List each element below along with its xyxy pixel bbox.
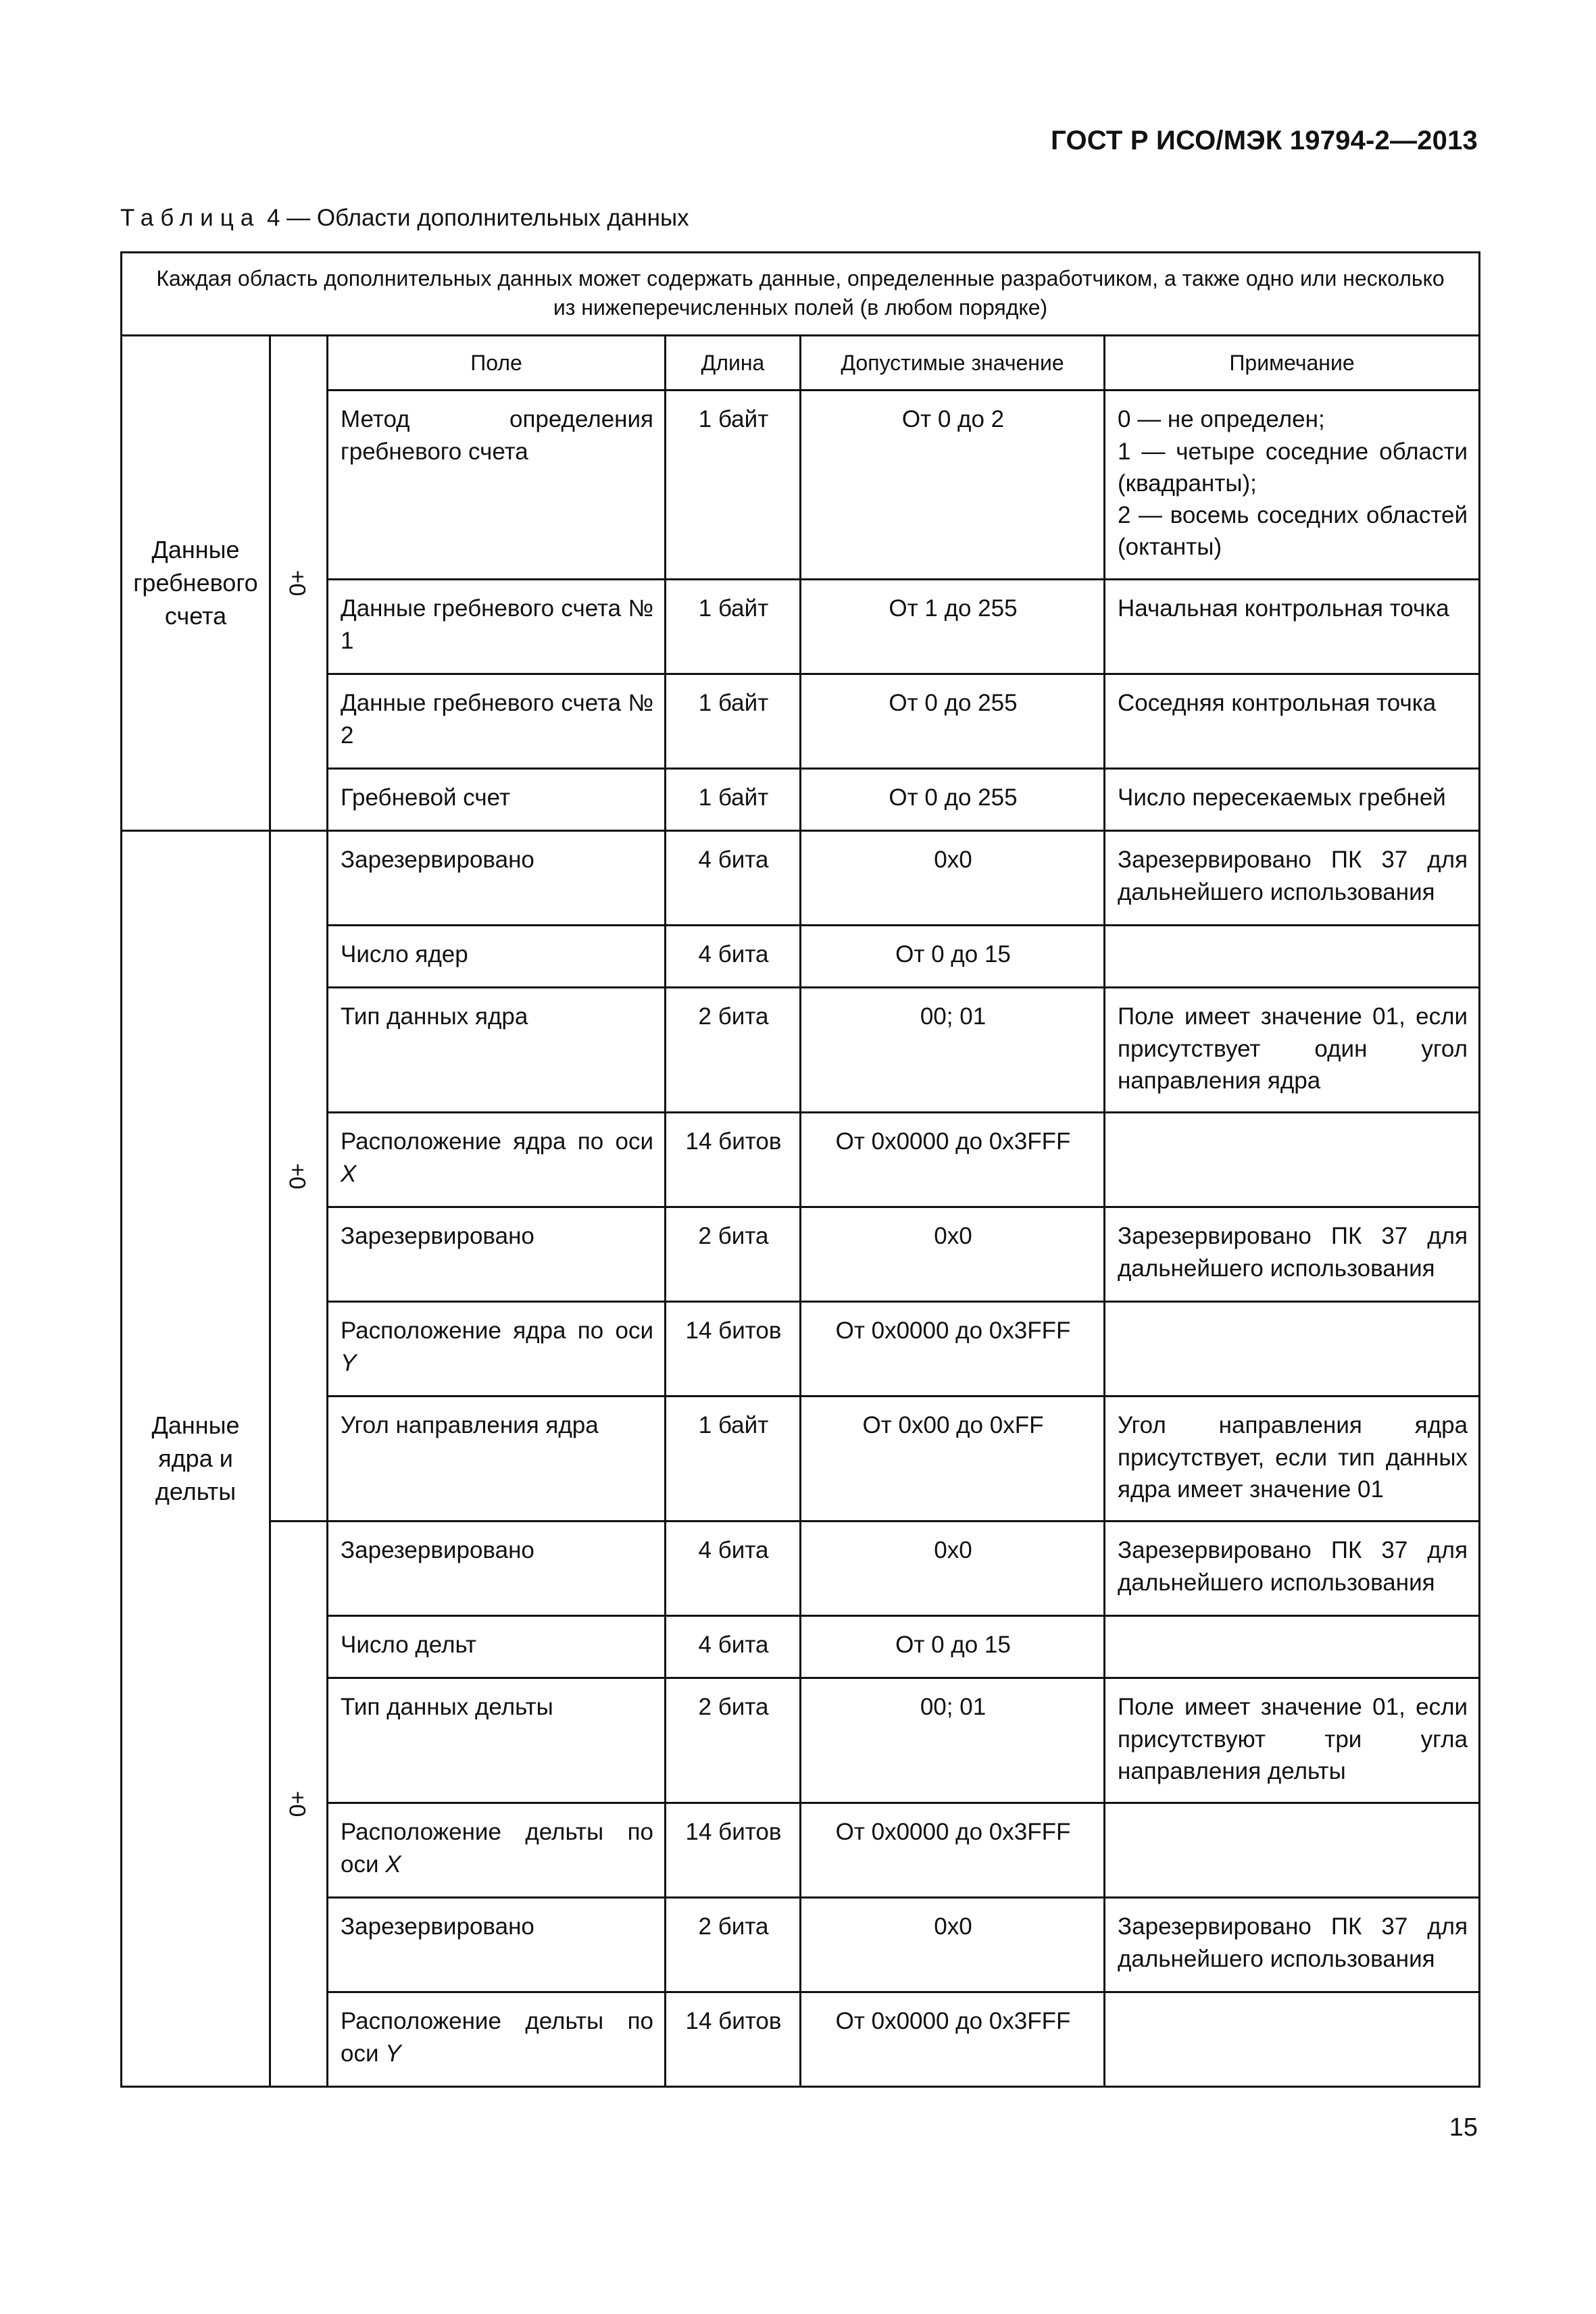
- header-field: Поле: [328, 336, 666, 391]
- field-cell: [328, 1898, 666, 1992]
- intro-text: Каждая область дополнительных данных может содержать данные, определенные разработчиком, а также одно или несколько из нижеперечисленных полей (в любом порядке): [122, 253, 1480, 336]
- field-name: Расположение дельты по оси: [341, 2008, 653, 2067]
- intro-row: [122, 253, 1480, 336]
- length-cell: 4 бита: [666, 926, 801, 988]
- length-cell: 4 бита: [666, 1616, 801, 1678]
- values-cell: 0x0: [801, 831, 1105, 926]
- header-length: Длина: [666, 336, 801, 391]
- axis-letter: Y: [341, 1349, 357, 1376]
- axis-letter: X: [341, 1160, 357, 1187]
- length-cell: 4 бита: [666, 831, 801, 926]
- length-cell: 14 битов: [666, 1113, 801, 1207]
- values-cell: 0x0: [801, 1898, 1105, 1992]
- field-cell: [328, 1521, 666, 1616]
- field-name: Тип данных дельты: [341, 1694, 553, 1721]
- values-cell: От 0 до 255: [801, 674, 1105, 769]
- field-cell: [328, 988, 666, 1113]
- field-name: Зарезервировано: [341, 847, 534, 874]
- header-note: Примечание: [1105, 336, 1480, 391]
- note-cell: [1105, 1992, 1480, 2087]
- occurrence-cell: [270, 336, 328, 831]
- field-name: Расположение ядра по оси: [341, 1128, 653, 1155]
- note-cell: 0 — не определен; 1 — четыре соседние области (квадранты); 2 — восемь соседних областей (октанты): [1105, 391, 1480, 580]
- values-cell: От 0 до 15: [801, 1616, 1105, 1678]
- group-label: Данные гребневого счета: [122, 336, 270, 831]
- field-name: Гребневой счет: [341, 784, 510, 811]
- field-name: Угол направления ядра: [341, 1412, 599, 1439]
- occurrence-cell: [270, 1521, 328, 2087]
- field-name: Зарезервировано: [341, 1913, 534, 1940]
- length-cell: 2 бита: [666, 1678, 801, 1803]
- length-cell: 1 байт: [666, 580, 801, 674]
- field-name: Данные гребневого счета № 1: [341, 595, 653, 654]
- values-cell: От 1 до 255: [801, 580, 1105, 674]
- values-cell: От 0x0000 до 0x3FFF: [801, 1113, 1105, 1207]
- document-code: ГОСТ Р ИСО/МЭК 19794-2—2013: [1051, 126, 1478, 155]
- note-cell: [1105, 926, 1480, 988]
- field-name: Зарезервировано: [341, 1223, 534, 1250]
- note-cell: [1105, 1616, 1480, 1678]
- note-cell: Угол направления ядра присутствует, если тип данных ядра имеет значение 01: [1105, 1397, 1480, 1521]
- note-cell: Зарезервировано ПК 37 для дальнейшего использования: [1105, 1898, 1480, 1992]
- field-cell: [328, 769, 666, 831]
- field-name: Метод определения гребневого счета: [341, 406, 653, 465]
- values-cell: От 0x0000 до 0x3FFF: [801, 1302, 1105, 1397]
- values-cell: От 0x00 до 0xFF: [801, 1397, 1105, 1521]
- note-cell: Зарезервировано ПК 37 для дальнейшего использования: [1105, 1521, 1480, 1616]
- values-cell: От 0x0000 до 0x3FFF: [801, 1992, 1105, 2087]
- axis-letter: Y: [385, 2040, 401, 2067]
- length-cell: 14 битов: [666, 1302, 801, 1397]
- note-cell: Число пересекаемых гребней: [1105, 769, 1480, 831]
- length-cell: 1 байт: [666, 391, 801, 580]
- field-cell: [328, 1302, 666, 1397]
- values-cell: От 0 до 255: [801, 769, 1105, 831]
- note-cell: Начальная контрольная точка: [1105, 580, 1480, 674]
- axis-letter: X: [385, 1851, 401, 1878]
- field-cell: [328, 580, 666, 674]
- length-cell: 1 байт: [666, 674, 801, 769]
- header-row: [122, 336, 1480, 391]
- values-cell: От 0 до 15: [801, 926, 1105, 988]
- values-cell: 0x0: [801, 1207, 1105, 1302]
- values-cell: От 0x0000 до 0x3FFF: [801, 1803, 1105, 1898]
- caption-text: 4 — Области дополнительных данных: [266, 205, 689, 231]
- field-name: Тип данных ядра: [341, 1003, 528, 1030]
- length-cell: 2 бита: [666, 1898, 801, 1992]
- length-cell: 14 битов: [666, 1992, 801, 2087]
- table-row: [122, 1521, 1480, 1616]
- length-cell: 1 байт: [666, 1397, 801, 1521]
- field-name: Число дельт: [341, 1632, 477, 1659]
- field-name: Число ядер: [341, 941, 468, 968]
- field-cell: [328, 1803, 666, 1898]
- values-cell: От 0 до 2: [801, 391, 1105, 580]
- field-cell: [328, 831, 666, 926]
- occurrence-label: 0+: [285, 1790, 311, 1817]
- field-cell: [328, 1207, 666, 1302]
- field-cell: [328, 674, 666, 769]
- values-cell: 00; 01: [801, 988, 1105, 1113]
- field-name: Расположение дельты по оси: [341, 1819, 653, 1878]
- field-cell: [328, 1397, 666, 1521]
- group-label: Данные ядра и дельты: [122, 831, 270, 2087]
- length-cell: 4 бита: [666, 1521, 801, 1616]
- occurrence-label: 0+: [285, 1163, 311, 1190]
- field-cell: [328, 926, 666, 988]
- field-cell: [328, 391, 666, 580]
- field-name: Данные гребневого счета № 2: [341, 690, 653, 749]
- page-number: 15: [1449, 2113, 1478, 2142]
- note-cell: [1105, 1302, 1480, 1397]
- table-row: [122, 831, 1480, 926]
- caption-prefix: Таблица: [120, 205, 261, 231]
- occurrence-cell: [270, 831, 328, 1521]
- length-cell: 2 бита: [666, 1207, 801, 1302]
- field-name: Зарезервировано: [341, 1537, 534, 1564]
- header-values: Допустимые значение: [801, 336, 1105, 391]
- field-cell: [328, 1992, 666, 2087]
- extended-data-table: [120, 251, 1480, 2088]
- length-cell: 14 битов: [666, 1803, 801, 1898]
- note-cell: Зарезервировано ПК 37 для дальнейшего использования: [1105, 831, 1480, 926]
- field-cell: [328, 1616, 666, 1678]
- field-cell: [328, 1113, 666, 1207]
- table-caption: [120, 205, 689, 232]
- note-cell: Зарезервировано ПК 37 для дальнейшего использования: [1105, 1207, 1480, 1302]
- values-cell: 00; 01: [801, 1678, 1105, 1803]
- length-cell: 2 бита: [666, 988, 801, 1113]
- note-cell: Поле имеет значение 01, если присутствует один угол направления ядра: [1105, 988, 1480, 1113]
- note-cell: [1105, 1803, 1480, 1898]
- values-cell: 0x0: [801, 1521, 1105, 1616]
- length-cell: 1 байт: [666, 769, 801, 831]
- note-cell: Соседняя контрольная точка: [1105, 674, 1480, 769]
- field-name: Расположение ядра по оси: [341, 1317, 653, 1344]
- note-cell: Поле имеет значение 01, если присутствуют три угла направления дельты: [1105, 1678, 1480, 1803]
- note-cell: [1105, 1113, 1480, 1207]
- field-cell: [328, 1678, 666, 1803]
- occurrence-label: 0+: [285, 570, 311, 597]
